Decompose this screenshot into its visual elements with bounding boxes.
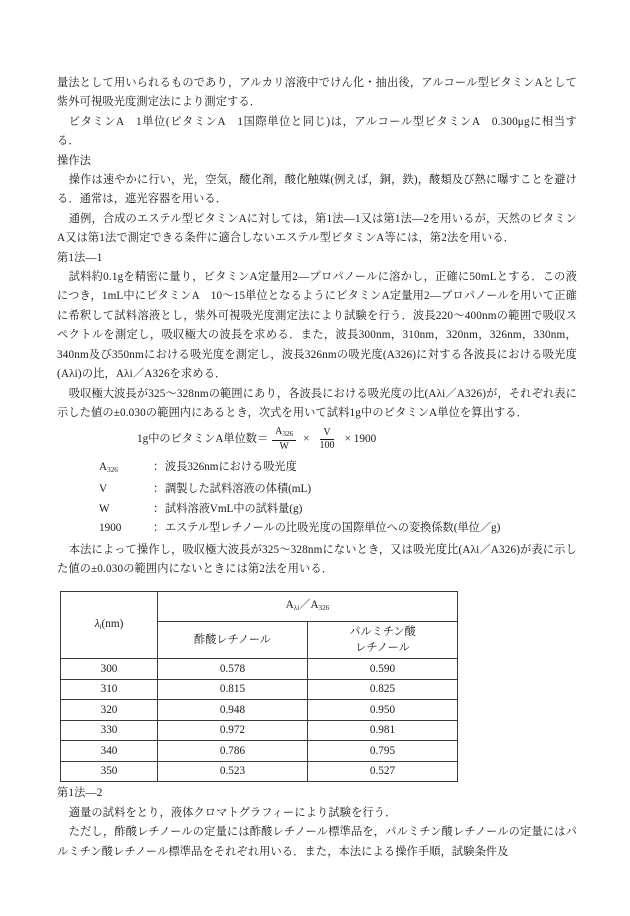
definition-colon-2: ： [153, 483, 165, 496]
formula-lead-text: 1g中のビタミンA単位数＝ [137, 433, 269, 446]
fraction-a326-over-w [272, 427, 296, 452]
paragraph-method-2-fallback: 本法によって操作し，吸収極大波長が325～328nmにないとき，又は吸光度比(Aλi／A326)が表に示した値の±0.030の範囲内にないときには第2法を用いる． [57, 543, 577, 575]
definition-row-1900 [99, 519, 577, 538]
table-row [61, 761, 458, 782]
lambda-symbol: λ [94, 617, 100, 630]
absorbance-ratio-table-wrapper [57, 591, 577, 782]
table-body [61, 659, 458, 782]
cell-retinol-palmitate: 0.981 [308, 720, 458, 741]
table-header-row-1 [61, 592, 458, 622]
definition-symbol-a: A [99, 461, 108, 474]
definition-colon-4: ： [153, 522, 165, 535]
paragraph-unit-definition: ビタミンA 1単位(ビタミンA 1国際単位と同じ)は，アルコール型ビタミンA 0.300μgに相当する． [57, 115, 577, 148]
cell-retinol-palmitate: 0.590 [308, 659, 458, 680]
fraction-numerator-a326 [272, 427, 296, 440]
paragraph-method-1-1-procedure: 試料約0.1gを精密に量り，ビタミンA定量用2—プロパノールに溶かし，正確に50mLとする．この液につき，1mL中にビタミンA 10～15単位となるようにビタミンA定量用2—プロパノールを用いて正確に希釈して試料溶液とし，紫外可視吸光度測定法により試験を行う．波長220～400nmの範囲で吸収スペクトルを測定し，吸収極大の波長を求める．また，波長300nm，310nm，320nm，326nm，330nm，340nm及び350nmにおける吸光度を測定し，波長326nmの吸光度(A326)に対する各波長における吸光度(Aλi)の比，Aλi／A326を求める． [57, 271, 577, 381]
cell-retinol-acetate: 0.786 [158, 741, 308, 762]
cell-retinol-acetate: 0.523 [158, 761, 308, 782]
paragraph-procedure-precautions: 操作は速やかに行い，光，空気，酸化剤，酸化触媒(例えば，銅，鉄)，酸類及び熱に曝すことを避ける．通常は，遮光容器を用いる． [57, 174, 577, 206]
cell-wavelength: 340 [61, 741, 158, 762]
retinol-palmitate-label-line2: レチノール [355, 642, 410, 655]
multiplication-sign-1: × [303, 433, 310, 446]
document-body [57, 74, 577, 862]
definition-symbol-w: W [99, 502, 110, 515]
cell-retinol-palmitate: 0.527 [308, 761, 458, 782]
definition-colon-3: ： [153, 502, 165, 515]
retinol-palmitate-label-line1: パルミチン酸 [349, 626, 416, 639]
definition-symbol-1900: 1900 [99, 522, 122, 535]
fraction-denominator-100: 100 [319, 440, 335, 452]
formula-definition-list [57, 458, 577, 538]
ratio-b-subscript: 326 [318, 603, 330, 612]
fraction-v-over-100 [316, 428, 337, 452]
cell-retinol-palmitate: 0.795 [308, 741, 458, 762]
definition-row-a326 [99, 458, 577, 480]
definition-colon-1: ： [153, 461, 165, 474]
multiplication-sign-2: × [344, 433, 351, 446]
definition-row-v [99, 480, 577, 499]
a-symbol: A [275, 426, 283, 438]
paragraph-method-1-2-procedure: 適量の試料をとり，液体クロマトグラフィーにより試験を行う． [68, 806, 397, 819]
cell-retinol-acetate: 0.578 [158, 659, 308, 680]
lambda-subscript: i [99, 622, 102, 631]
formula-vitamin-a-units [57, 427, 577, 452]
definition-symbol-v: V [99, 483, 108, 496]
formula-constant-1900: 1900 [353, 433, 377, 446]
table-row [61, 659, 458, 680]
paragraph-method-selection: 通例，合成のエステル型ビタミンAに対しては，第1法—1又は第1法—2を用いるが，天然のビタミンA又は第1法で測定できる条件に適合しないエステル型ビタミンA等には，第2法を用いる． [57, 212, 577, 245]
column-header-retinol-palmitate [308, 622, 458, 659]
cell-retinol-acetate: 0.948 [158, 700, 308, 721]
fraction-denominator-w: W [279, 440, 289, 452]
lambda-unit: (nm) [101, 617, 124, 630]
ratio-a-subscript: λi [293, 603, 300, 612]
cell-wavelength: 350 [61, 761, 158, 782]
table-row [61, 679, 458, 700]
cell-wavelength: 320 [61, 700, 158, 721]
definition-symbol-subscript: 326 [107, 465, 118, 474]
definition-text-1900: エステル型レチノールの比吸光度の国際単位への変換係数(単位／g) [165, 522, 501, 535]
heading-method-1-2: 第1法—2 [57, 787, 103, 800]
a-subscript-326: 326 [282, 430, 294, 439]
heading-procedure: 操作法 [57, 154, 92, 167]
definition-row-w [99, 500, 577, 519]
ratio-b-symbol: A [310, 599, 319, 611]
absorbance-ratio-table [60, 591, 458, 782]
ratio-slash: ／ [299, 599, 311, 611]
cell-retinol-acetate: 0.815 [158, 679, 308, 700]
cell-retinol-acetate: 0.972 [158, 720, 308, 741]
table-row [61, 700, 458, 721]
column-header-absorbance-ratio [158, 592, 458, 622]
heading-method-1-1: 第1法—1 [57, 251, 103, 264]
definition-text-v: 調製した試料溶液の体積(mL) [165, 483, 312, 496]
cell-wavelength: 310 [61, 679, 158, 700]
column-header-retinol-acetate [158, 622, 308, 659]
retinol-acetate-label: 酢酸レチノール [194, 634, 271, 647]
table-row [61, 741, 458, 762]
column-header-wavelength [61, 592, 158, 659]
definition-text-a326: 波長326nmにおける吸光度 [165, 461, 297, 474]
paragraph-absorbance-criteria: 吸収極大波長が325～328nmの範囲にあり，各波長における吸光度の比(Aλi／A326)が，それぞれ表に示した値の±0.030の範囲内にあるとき，次式を用いて試料1g中のビタミンA単位を算出する． [57, 387, 577, 419]
cell-wavelength: 300 [61, 659, 158, 680]
definition-text-w: 試料溶液VmL中の試料量(g) [165, 502, 303, 515]
fraction-numerator-v: V [320, 428, 333, 441]
table-head [61, 592, 458, 659]
ratio-a-symbol: A [285, 599, 294, 611]
cell-retinol-palmitate: 0.825 [308, 679, 458, 700]
cell-retinol-palmitate: 0.950 [308, 700, 458, 721]
definition-symbol-a326 [99, 458, 153, 480]
paragraph-standards-note: ただし，酢酸レチノールの定量には酢酸レチノール標準品を，パルミチン酸レチノールの定量にはパルミチン酸レチノール標準品をそれぞれ用いる．また，本法による操作手順，試験条件及 [57, 826, 577, 858]
paragraph-intro-continued: 量法として用いられるものであり，アルカリ溶液中でけん化・抽出後，アルコール型ビタミンAとして紫外可視吸光度測定法により測定する． [57, 77, 577, 109]
table-row [61, 720, 458, 741]
cell-wavelength: 330 [61, 720, 158, 741]
